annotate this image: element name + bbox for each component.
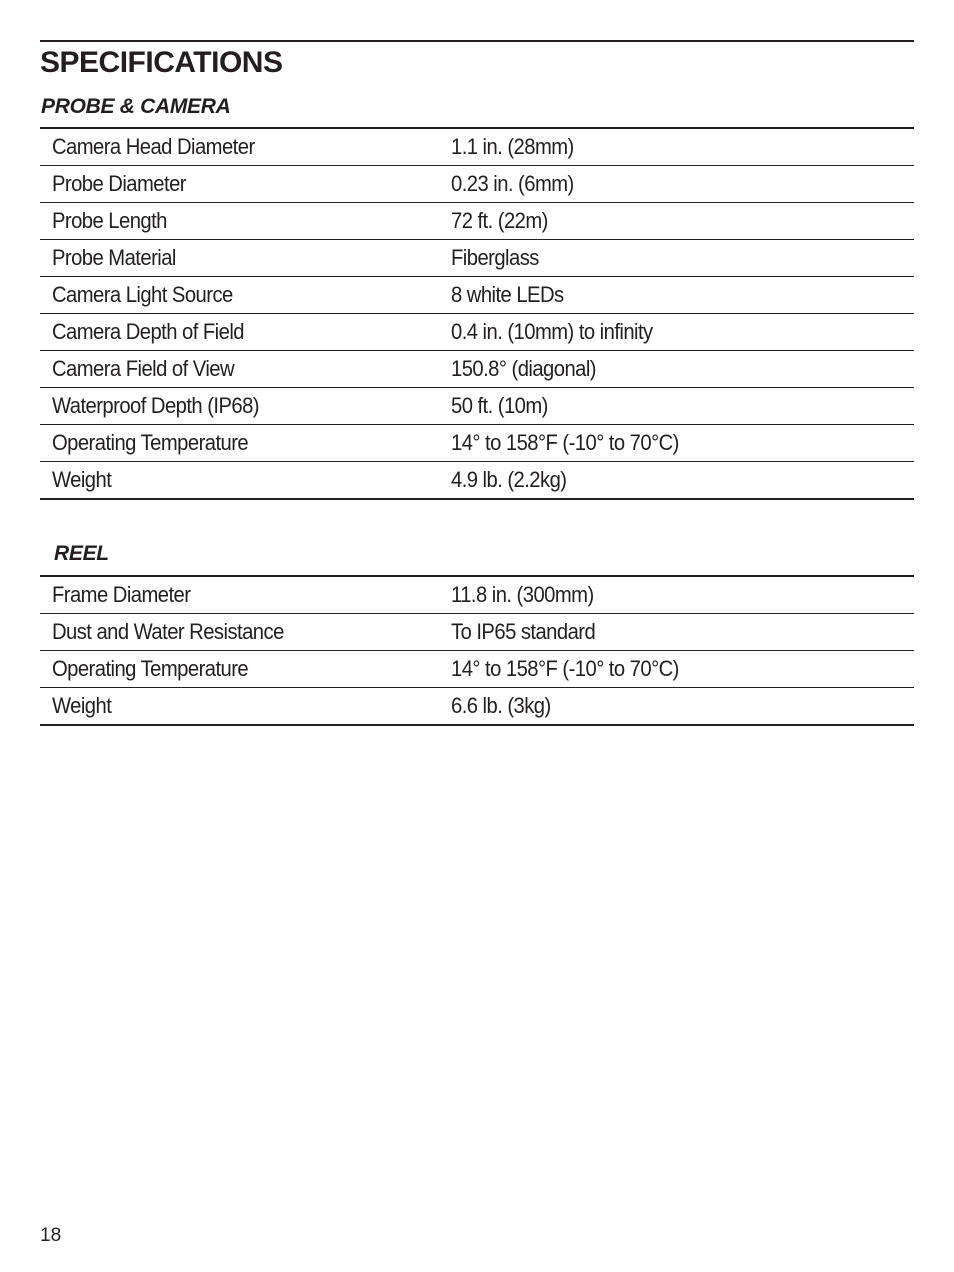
spec-value: 6.6 lb. (3kg) (451, 688, 877, 726)
spec-label: Weight (40, 688, 418, 726)
spec-label: Camera Light Source (40, 277, 418, 314)
spec-label: Camera Head Diameter (40, 128, 418, 166)
spec-value: 72 ft. (22m) (451, 203, 877, 240)
top-rule (40, 40, 914, 42)
specifications-page (40, 40, 914, 726)
spec-label: Camera Depth of Field (40, 314, 418, 351)
spec-label: Dust and Water Resistance (40, 614, 418, 651)
reel-spec-table (40, 575, 914, 726)
spec-value: Fiberglass (451, 240, 877, 277)
spec-label: Waterproof Depth (IP68) (40, 388, 418, 425)
table-row (40, 425, 914, 462)
table-row (40, 388, 914, 425)
spec-value: 50 ft. (10m) (451, 388, 877, 425)
table-row (40, 351, 914, 388)
spec-label: Probe Diameter (40, 166, 418, 203)
spec-label: Weight (40, 462, 418, 500)
spec-value: 4.9 lb. (2.2kg) (451, 462, 877, 500)
spec-value: 14° to 158°F (-10° to 70°C) (451, 651, 877, 688)
table-row (40, 203, 914, 240)
spec-value: 11.8 in. (300mm) (451, 576, 877, 614)
table-row (40, 651, 914, 688)
spec-value: 8 white LEDs (451, 277, 877, 314)
spec-label: Frame Diameter (40, 576, 418, 614)
spec-value: 0.23 in. (6mm) (451, 166, 877, 203)
table-row (40, 166, 914, 203)
spec-label: Probe Material (40, 240, 418, 277)
table-row (40, 314, 914, 351)
spec-value: 14° to 158°F (-10° to 70°C) (451, 425, 877, 462)
spec-label: Operating Temperature (40, 425, 418, 462)
spec-value: 0.4 in. (10mm) to infinity (451, 314, 877, 351)
table-row (40, 277, 914, 314)
table-row (40, 688, 914, 726)
section-title-probe-camera: PROBE & CAMERA (41, 95, 231, 118)
table-row (40, 576, 914, 614)
table-row (40, 614, 914, 651)
spec-value: 1.1 in. (28mm) (451, 128, 877, 166)
page-title: SPECIFICATIONS (40, 46, 283, 79)
spec-label: Camera Field of View (40, 351, 418, 388)
spec-value: To IP65 standard (451, 614, 877, 651)
spec-label: Operating Temperature (40, 651, 418, 688)
table-row (40, 462, 914, 500)
spec-value: 150.8° (diagonal) (451, 351, 877, 388)
spec-label: Probe Length (40, 203, 418, 240)
section-title-reel: REEL (54, 542, 109, 565)
probe-camera-spec-table (40, 127, 914, 500)
table-row (40, 240, 914, 277)
table-row (40, 128, 914, 166)
page-number: 18 (40, 1225, 62, 1246)
